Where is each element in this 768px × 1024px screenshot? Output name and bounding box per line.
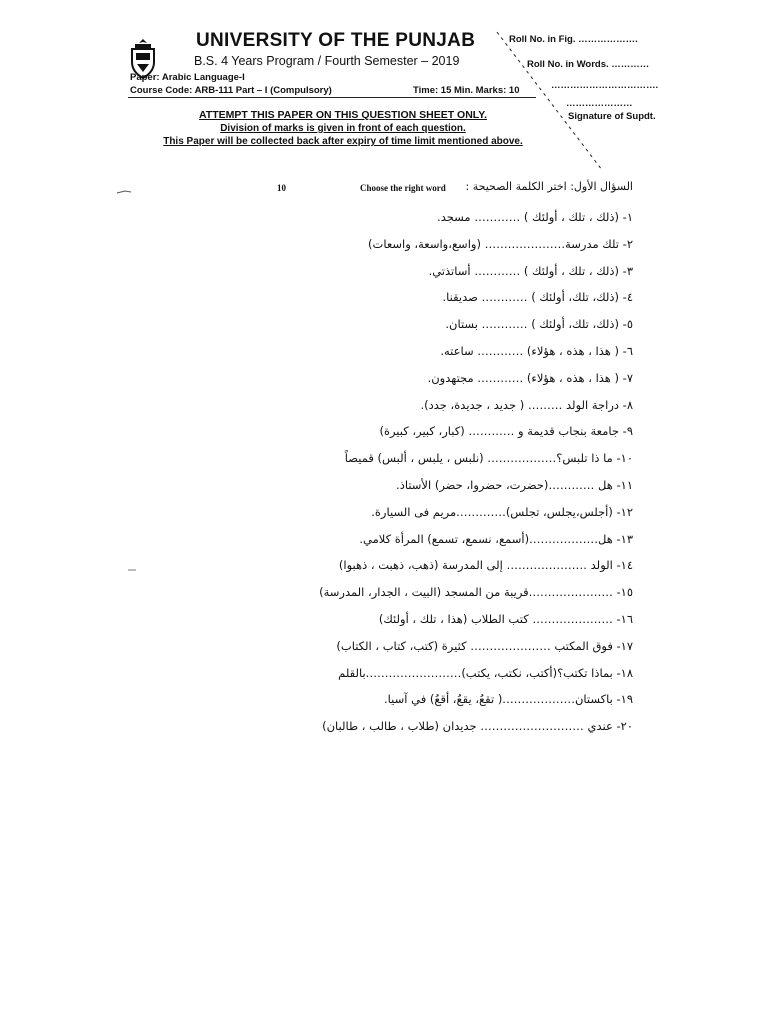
signature-label: Signature of Supdt. [568,111,656,122]
question-item: ١٠- ما ذا تلبس؟……………… (نلبس ، يلبس ، ألبس) قميصاً [344,451,633,466]
question-item: ٧- ( هذا ، هذه ، هؤلاء) ………… مجتهدون. [427,370,633,385]
question-item: ٩- جامعة بنجاب قديمة و ………… (كبار، كبير، كبيرة) [379,424,633,439]
signature-dots: ………………… [566,98,633,109]
question-item: ٢- تلك مدرسة………………… (واسع،واسعة، واسعات) [368,236,633,251]
question-item: ١٤- الولد ………………… إلى المدرسة (ذهب، ذهبت ، ذهبوا) [338,558,633,573]
question-arabic-title: السؤال الأول: اختر الكلمة الصحيحة : [465,180,633,193]
roll-blank-line: ……………………………. [551,80,659,91]
question-item: ١٥- ………………….قريبة من المسجد (البيت ، الجدار، المدرسة) [319,585,633,600]
question-english-title: Choose the right word [360,183,446,193]
question-item: ١٢- (أجلس،يجلس، تجلس)………….مريم فى السيارة. [371,504,633,519]
roll-no-figures: Roll No. in Fig. ………………. [509,34,638,45]
question-item: ٤- (ذلك، تلك، أولئك ) ………… صديقنا. [442,290,633,305]
question-item: ١٧- فوق المكتب ………………… كثيرة (كتب، كتاب ، الكتاب) [336,638,633,653]
question-item: ٨- دراجة الولد ……… ( جديد ، جديدة، جدد). [420,397,633,412]
program-line: B.S. 4 Years Program / Fourth Semester – 2019 [194,54,460,68]
time-marks: Time: 15 Min. Marks: 10 [413,85,520,96]
course-code: Course Code: ARB-111 Part – I (Compulsory) [130,85,332,96]
question-item: ٦- ( هذا ، هذه ، هؤلاء) ………… ساعته. [440,343,633,358]
question-item: ١٦- ………………… كتب الطلاب (هذا ، تلك ، أولئك) [378,611,633,626]
instruction-division: Division of marks is given in front of each question. [220,123,466,134]
question-item: ١٨- بماذا تكتب؟(أكتب، نكتب، يكتب)…………………….بالقلم [338,665,633,680]
question-item: ١٣- هل………………(أسمع، نسمع، تسمع) المرأة كلامي. [359,531,633,546]
question-marks: 10 [277,183,286,193]
instruction-collect: This Paper will be collected back after expiry of time limit mentioned above. [163,136,523,147]
question-item: ٥- (ذلك، تلك، أولئك ) ………… بستان. [445,317,633,332]
roll-no-words: Roll No. in Words. ………… [527,59,650,70]
question-item: ١٩- باكستان……………….( تقعُ، يقعُ، أقعُ) في آسيا. [384,692,633,707]
university-name: UNIVERSITY OF THE PUNJAB [196,30,476,51]
question-item: ٣- (ذلك ، تلك ، أولئك ) ………… أساتذتي. [428,263,633,278]
question-item: ٢٠- عندي ……………………… جديدان (طلاب ، طالب ، طالبان) [322,719,633,734]
question-item: ١١- هل …………(حضرت، حضروا، حضر) الأستاذ. [396,477,633,492]
paper-title: Paper: Arabic Language-I [130,72,245,83]
question-item: ١- (ذلك ، تلك ، أولئك ) ………… مسجد. [437,210,633,224]
instruction-attempt: ATTEMPT THIS PAPER ON THIS QUESTION SHEET ONLY. [198,109,487,121]
